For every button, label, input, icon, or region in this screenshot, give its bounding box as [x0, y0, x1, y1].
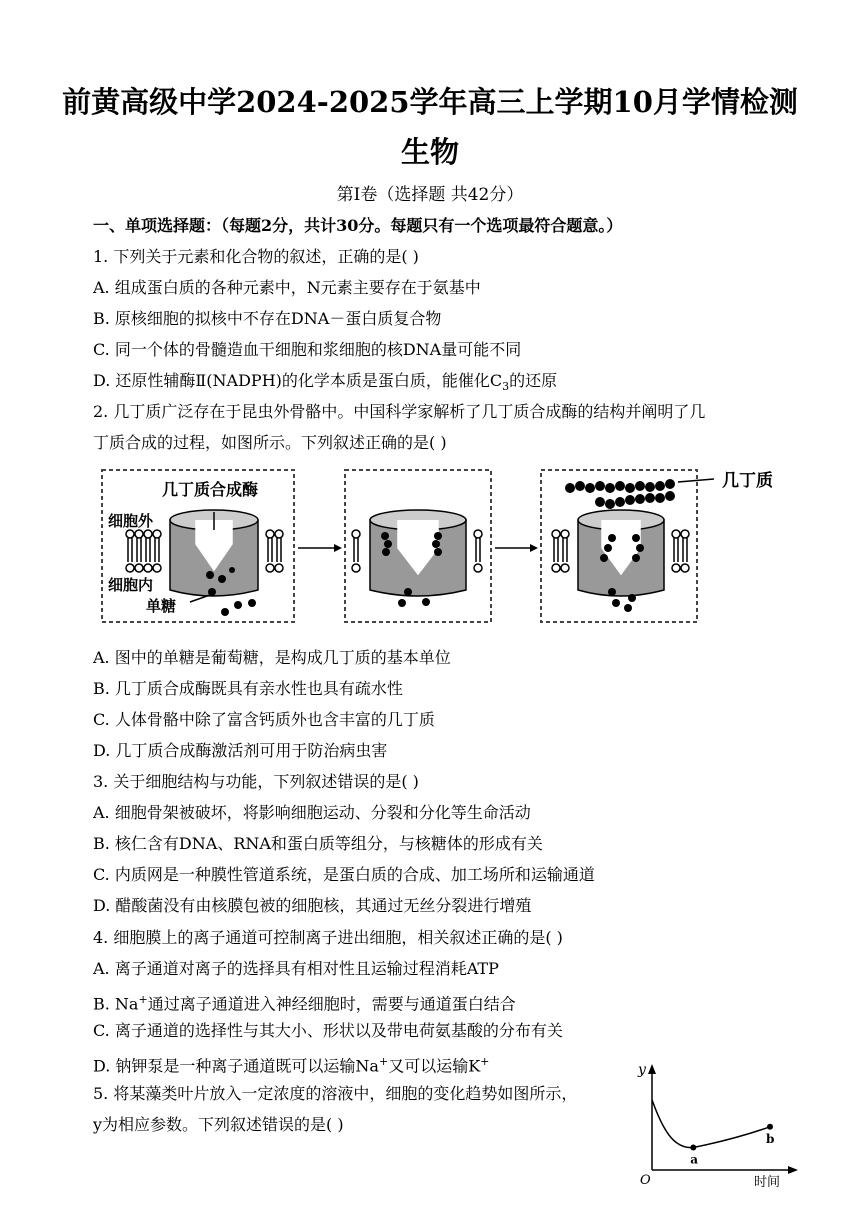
section-title: 第Ⅰ卷（选择题 共42分）	[336, 185, 524, 205]
q1-option-d-subscript: 3	[502, 380, 510, 394]
point-b	[767, 1124, 773, 1130]
part1-heading: 一、单项选择题：（每题2分，共计30分。每题只有一个选项最符合题意。）	[93, 216, 623, 235]
origin-label: O	[640, 1173, 651, 1188]
y-axis-arrow	[648, 1064, 656, 1074]
q2-option-b: B. 几丁质合成酶既具有亲水性也具有疏水性	[93, 679, 403, 698]
q1-option-a: A. 组成蛋白质的各种元素中，N元素主要存在于氨基中	[93, 278, 481, 297]
x-axis-label: 时间	[754, 1175, 781, 1190]
q1-option-d	[93, 371, 557, 397]
q5-stem-line1: 5. 将某藻类叶片放入一定浓度的溶液中，细胞的变化趋势如图所示，	[93, 1084, 578, 1103]
sugar-label: 单糖	[146, 597, 177, 615]
q4-option-b-tail: 通过离子通道进入神经细胞时，需要与通道蛋白结合	[147, 994, 516, 1014]
q2-option-d: D. 几丁质合成酶激活剂可用于防治病虫害	[93, 741, 388, 760]
outside-label: 细胞外	[108, 512, 154, 530]
panel-1-membrane-left	[126, 530, 161, 572]
enzyme-label: 几丁质合成酶	[162, 480, 259, 499]
q4-option-d-superscript-2: +	[480, 1055, 490, 1068]
q4-option-d-text: D. 钠钾泵是一种离子通道既可以运输Na	[93, 1056, 379, 1076]
q4-stem: 4. 细胞膜上的离子通道可控制离子进出细胞，相关叙述正确的是( )	[93, 928, 563, 947]
q3-option-d: D. 醋酸菌没有由核膜包被的细胞核，其通过无丝分裂进行增殖	[93, 896, 532, 915]
inside-label: 细胞内	[108, 576, 154, 594]
q1-stem: 1. 下列关于元素和化合物的叙述，正确的是( )	[93, 247, 419, 266]
q2-stem-line1: 2. 几丁质广泛存在于昆虫外骨骼中。中国科学家解析了几丁质合成酶的结构并阐明了几	[93, 402, 706, 421]
q1-option-c: C. 同一个体的骨髓造血干细胞和浆细胞的核DNA量可能不同	[93, 340, 522, 359]
q4-option-c: C. 离子通道的选择性与其大小、形状以及带电荷氨基酸的分布有关	[93, 1021, 563, 1040]
q4-option-a: A. 离子通道对离子的选择具有相对性且运输过程消耗ATP	[93, 959, 499, 978]
q2-option-c: C. 人体骨骼中除了富含钙质外也含丰富的几丁质	[93, 710, 435, 729]
q1-option-d-tail: 的还原	[509, 371, 558, 390]
q2-stem-line2: 丁质合成的过程，如图所示。下列叙述正确的是( )	[93, 433, 447, 452]
q3-option-c: C. 内质网是一种膜性管道系统，是蛋白质的合成、加工场所和运输通道	[93, 865, 595, 884]
chitin-diagram-svg	[0, 462, 860, 632]
curve	[652, 1100, 770, 1148]
subject-title: 生物	[400, 135, 459, 169]
q4-option-d-mid: 又可以运输K	[388, 1056, 481, 1076]
chitin-label: 几丁质	[722, 471, 773, 491]
q4-option-b-superscript: +	[138, 993, 148, 1006]
panel-1-membrane-right	[266, 530, 283, 572]
q1-option-b: B. 原核细胞的拟核中不存在DNA－蛋白质复合物	[93, 309, 442, 328]
q4-option-b	[93, 990, 516, 1014]
x-axis-arrow	[788, 1166, 798, 1174]
point-a	[690, 1145, 696, 1151]
q3-option-b: B. 核仁含有DNA、RNA和蛋白质等组分，与核糖体的形成有关	[93, 834, 543, 853]
q5-stem-line2: y为相应参数。下列叙述错误的是( )	[93, 1115, 344, 1134]
panel-1-enzyme	[170, 510, 258, 596]
y-axis-label: y	[638, 1062, 646, 1078]
page-title: 前黄高级中学2024-2025学年高三上学期10月学情检测	[62, 85, 798, 119]
q5-graph	[630, 1060, 800, 1200]
panel-3-enzyme	[578, 510, 664, 596]
point-b-label: b	[766, 1131, 775, 1146]
q3-stem: 3. 关于细胞结构与功能，下列叙述错误的是( )	[93, 772, 419, 791]
point-a-label: a	[690, 1152, 699, 1167]
q4-option-b-text: B. Na	[93, 994, 139, 1014]
q4-option-d-superscript-1: +	[378, 1055, 389, 1068]
q3-option-a: A. 细胞骨架被破坏，将影响细胞运动、分裂和分化等生命活动	[93, 803, 531, 822]
q1-option-d-text: D. 还原性辅酶Ⅱ(NADPH)的化学本质是蛋白质，能催化C	[93, 371, 503, 390]
q4-option-d	[93, 1052, 489, 1076]
q2-option-a: A. 图中的单糖是葡萄糖，是构成几丁质的基本单位	[93, 648, 451, 667]
